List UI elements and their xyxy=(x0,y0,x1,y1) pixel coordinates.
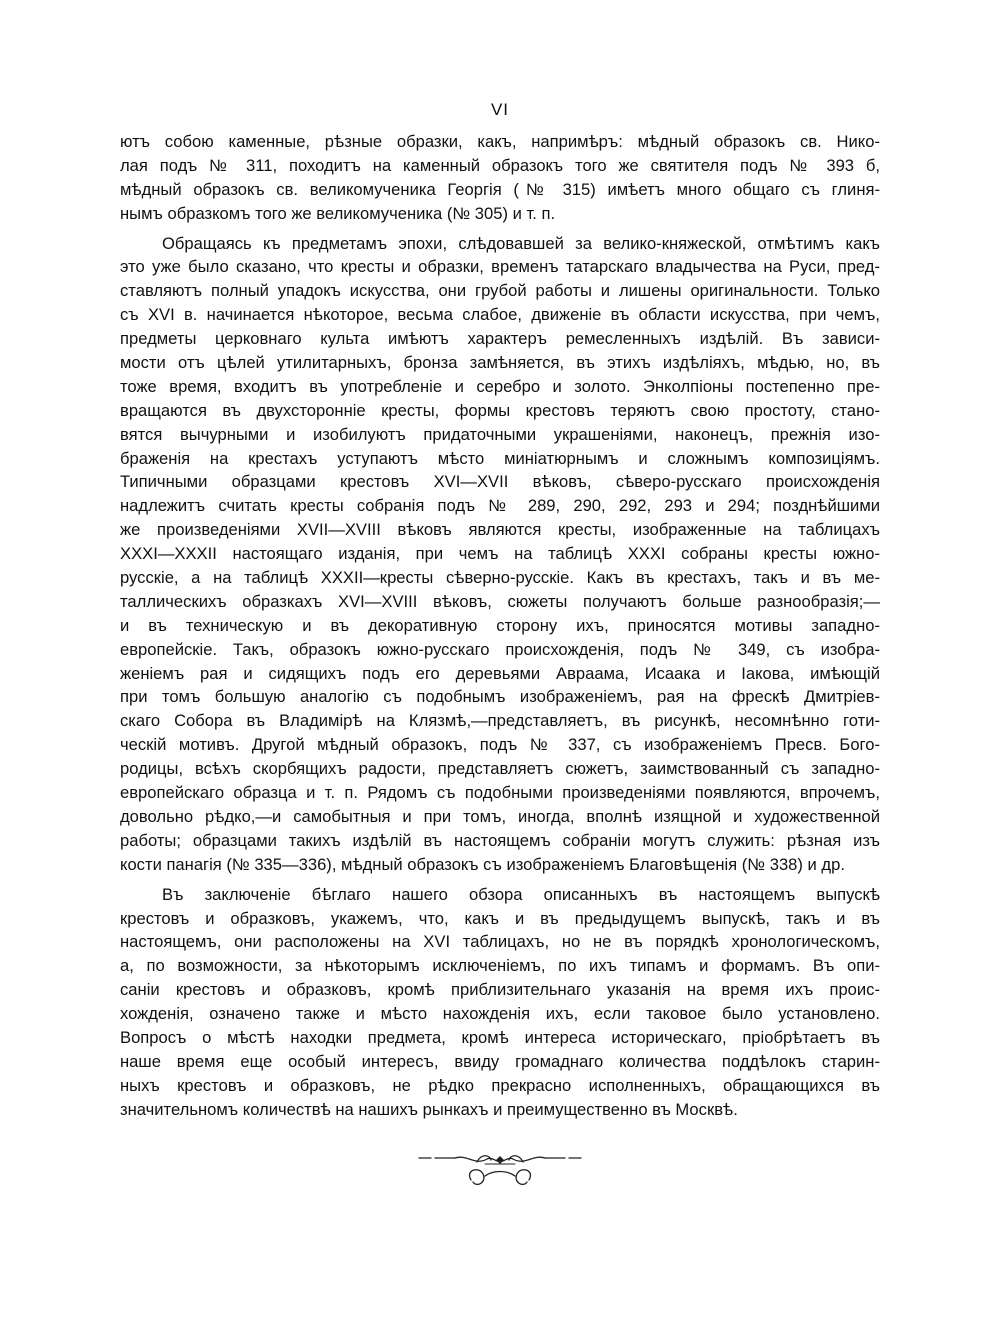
text-line: предметы церковнаго культа имѣютъ характеръ ремесленныхъ издѣлій. Въ зависи- xyxy=(120,329,880,349)
text-line: а, по возможности, за нѣкоторымъ исключеніемъ, по ихъ типамъ и формамъ. Въ опи- xyxy=(120,956,880,976)
text-line: значительномъ количествѣ на нашихъ рынкахъ и преимущественно въ Москвѣ. xyxy=(120,1099,738,1119)
text-line: настоящемъ, они расположены на XVI таблицахъ, но не въ порядкѣ хронологическомъ, xyxy=(120,932,880,952)
text-line: саніи крестовъ и образковъ, кромѣ приблизительнаго указанія на время ихъ проис- xyxy=(120,980,880,1000)
text-line: ютъ собою каменные, рѣзные образки, какъ, напримѣръ: мѣдный образокъ св. Нико- xyxy=(120,132,880,151)
text-line: крестовъ и образковъ, укажемъ, что, какъ и въ предыдущемъ выпускѣ, такъ и въ xyxy=(120,908,880,928)
text-line: же произведеніями XVII—XVIII вѣковъ являются кресты, изображенные на таблицахъ xyxy=(120,520,880,540)
text-line: браженія на крестахъ уступаютъ мѣсто миніатюрнымъ и сложнымъ композиціямъ. xyxy=(120,448,880,468)
text-line: скаго Собора въ Владимірѣ на Клязмѣ,—представляетъ, въ рисункѣ, несомнѣнно готи- xyxy=(120,711,880,731)
text-line: таллическихъ образкахъ XVI—XVIII вѣковъ, сюжеты получаютъ больше разнообразія;— xyxy=(120,591,880,611)
text-line: тоже время, входитъ въ употребленіе и серебро и золото. Энколпіоны постепенно пре- xyxy=(120,376,880,396)
text-line: Обращаясь къ предметамъ эпохи, слѣдовавшей за велико-княжеской, отмѣтимъ какъ xyxy=(162,233,880,253)
text-line: съ XVI в. начинается нѣкоторое, весьма слабое, движеніе въ области искусства, при чемъ, xyxy=(120,305,880,325)
text-line: вращаются въ двухсторонніе кресты, формы крестовъ теряютъ свою простоту, стано- xyxy=(120,400,880,420)
text-line: ставляютъ полный упадокъ искусства, они грубой работы и лишены оригинальности. Только xyxy=(120,281,880,301)
text-line: работы; образцами такихъ издѣлій въ настоящемъ собраніи могутъ служить: рѣзная изъ xyxy=(120,830,880,850)
text-line: лая подъ № 311, походитъ на каменный образокъ того же святителя подъ № 393 б, xyxy=(120,155,880,175)
text-line: европейскіе. Такъ, образокъ южно-русскаго происхожденія, подъ № 349, съ изобра- xyxy=(120,639,880,659)
text-line: вятся вычурными и изобилуютъ придаточными украшеніями, наконецъ, прежнія изо- xyxy=(120,424,880,444)
text-line: XXXI—XXXII настоящаго изданія, при чемъ на таблицѣ XXXI собраны кресты южно- xyxy=(120,544,880,564)
text-line: мости отъ цѣлей утилитарныхъ, бронза замѣняется, въ этихъ издѣліяхъ, мѣдью, но, въ xyxy=(120,353,880,373)
text-line: ческій мотивъ. Другой мѣдный образокъ, подъ № 337, съ изображеніемъ Пресв. Бого- xyxy=(120,735,880,755)
text-line: и въ техническую и въ декоративную сторону ихъ, приносятся мотивы западно- xyxy=(120,615,880,635)
text-line: при томъ большую аналогію съ подобнымъ изображеніемъ, рая на фрескѣ Дмитріев- xyxy=(120,687,880,707)
text-line: это уже было сказано, что кресты и образки, временъ татарскаго владычества на Руси, пред- xyxy=(120,257,880,277)
text-line: кости панагія (№ 335—336), мѣдный образокъ съ изображеніемъ Благовѣщенія (№ 338) и др. xyxy=(120,854,845,874)
text-line: довольно рѣдко,—и самобытныя и при томъ, иногда, вполнѣ изящной и художественной xyxy=(120,806,880,826)
text-line: ныхъ крестовъ и образковъ, не рѣдко прекрасно исполненныхъ, обращающихся въ xyxy=(120,1075,880,1095)
paragraph xyxy=(120,130,880,226)
text-line: Типичными образцами крестовъ XVI—XVII вѣковъ, сѣверо-русскаго происхожденія xyxy=(120,472,880,492)
text-line: русскіе, а на таблицѣ XXXII—кресты сѣверно-русскіе. Какъ въ крестахъ, такъ и въ ме- xyxy=(120,568,880,588)
text-line: мѣдный образокъ св. великомученика Георгія (№ 315) имѣетъ много общаго съ глиня- xyxy=(120,179,880,199)
text-line: надлежитъ считать кресты собранія подъ № 289, 290, 292, 293 и 294; позднѣйшими xyxy=(120,496,880,516)
paragraph xyxy=(120,883,880,1122)
paragraph xyxy=(120,232,880,877)
page-number: VI xyxy=(490,100,510,119)
tailpiece-flourish-icon xyxy=(415,1150,585,1194)
text-line: наше время еще особый интересъ, ввиду громаднаго количества поддѣлокъ старин- xyxy=(120,1051,880,1071)
text-line: родицы, всѣхъ скорбящихъ радости, представляетъ сюжетъ, заимствованный съ западно- xyxy=(120,759,880,779)
text-line: женіемъ рая и сидящихъ подъ его деревьями Авраама, Исаака и Іакова, имѣющій xyxy=(120,663,880,683)
text-line: нымъ образкомъ того же великомученика (№ 305) и т. п. xyxy=(120,203,556,223)
text-line: европейскаго образца и т. п. Рядомъ съ подобными произведеніями появляются, впрочемъ, xyxy=(120,783,880,803)
text-line: Вопросъ о мѣстѣ находки предмета, кромѣ интереса историческаго, пріобрѣтаетъ въ xyxy=(120,1027,880,1047)
text-line: Въ заключеніе бѣглаго нашего обзора описанныхъ въ настоящемъ выпускѣ xyxy=(162,884,880,904)
body-text xyxy=(120,130,880,1122)
text-line: хожденія, означено также и мѣсто нахожденія ихъ, если таковое было установлено. xyxy=(120,1004,880,1024)
